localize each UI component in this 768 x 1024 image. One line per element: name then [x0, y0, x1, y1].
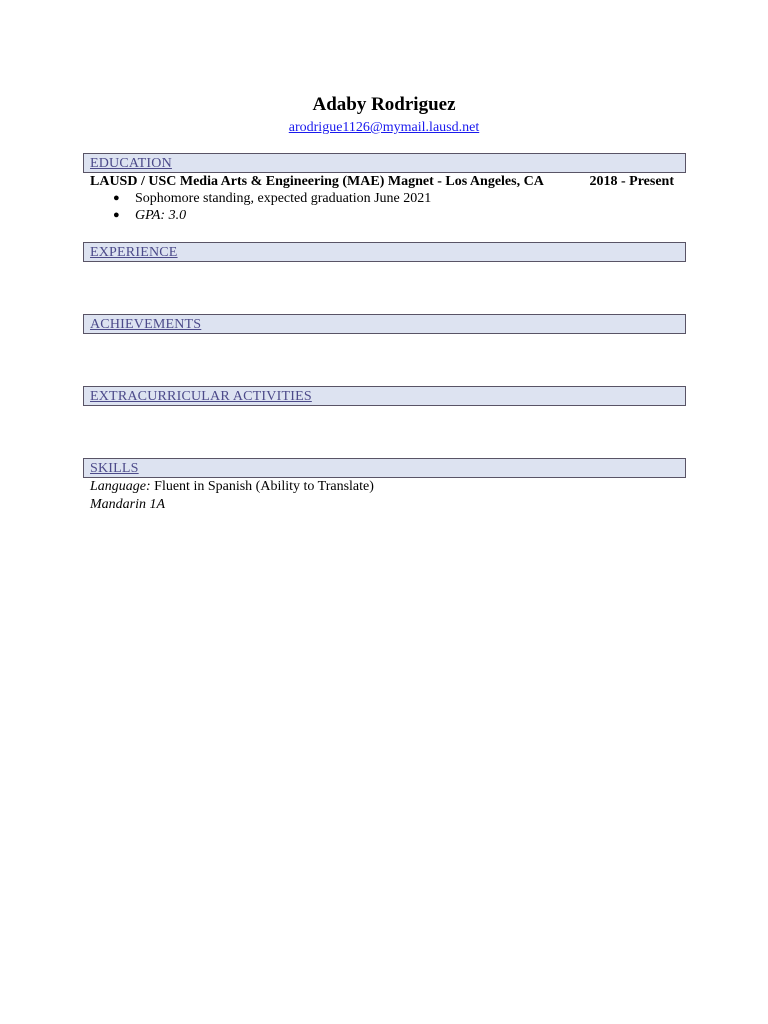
list-item [90, 207, 431, 224]
section-title-achievements: ACHIEVEMENTS [90, 317, 202, 332]
list-item [90, 190, 431, 207]
skill-language-label: Language: [90, 479, 151, 494]
education-bullets [90, 190, 431, 224]
email-link[interactable]: arodrigue1126@mymail.lausd.net [288, 120, 480, 135]
skill-mandarin-line: Mandarin 1A [90, 497, 166, 512]
resume-name: Adaby Rodriguez [312, 94, 456, 115]
section-title-experience: EXPERIENCE [90, 245, 178, 260]
section-title-extracurricular: EXTRACURRICULAR ACTIVITIES [90, 389, 312, 404]
section-education-header [83, 153, 686, 173]
section-extracurricular-header [83, 386, 686, 406]
education-dates: 2018 - Present [589, 174, 674, 189]
education-bullet-standing: Sophomore standing, expected graduation June 2021 [135, 191, 432, 206]
school-name: LAUSD / USC Media Arts & Engineering (MAE) Magnet - Los Angeles, CA [90, 174, 544, 189]
skill-language-line [90, 478, 374, 495]
bullet-icon: ● [113, 209, 120, 221]
section-achievements-header [83, 314, 686, 334]
education-bullet-gpa: GPA: 3.0 [135, 208, 187, 223]
skill-language-value: Fluent in Spanish (Ability to Translate) [150, 479, 374, 494]
section-experience-header [83, 242, 686, 262]
section-title-education: EDUCATION [90, 156, 172, 171]
section-skills-header [83, 458, 686, 478]
bullet-icon: ● [113, 192, 120, 204]
section-title-skills: SKILLS [90, 461, 139, 476]
